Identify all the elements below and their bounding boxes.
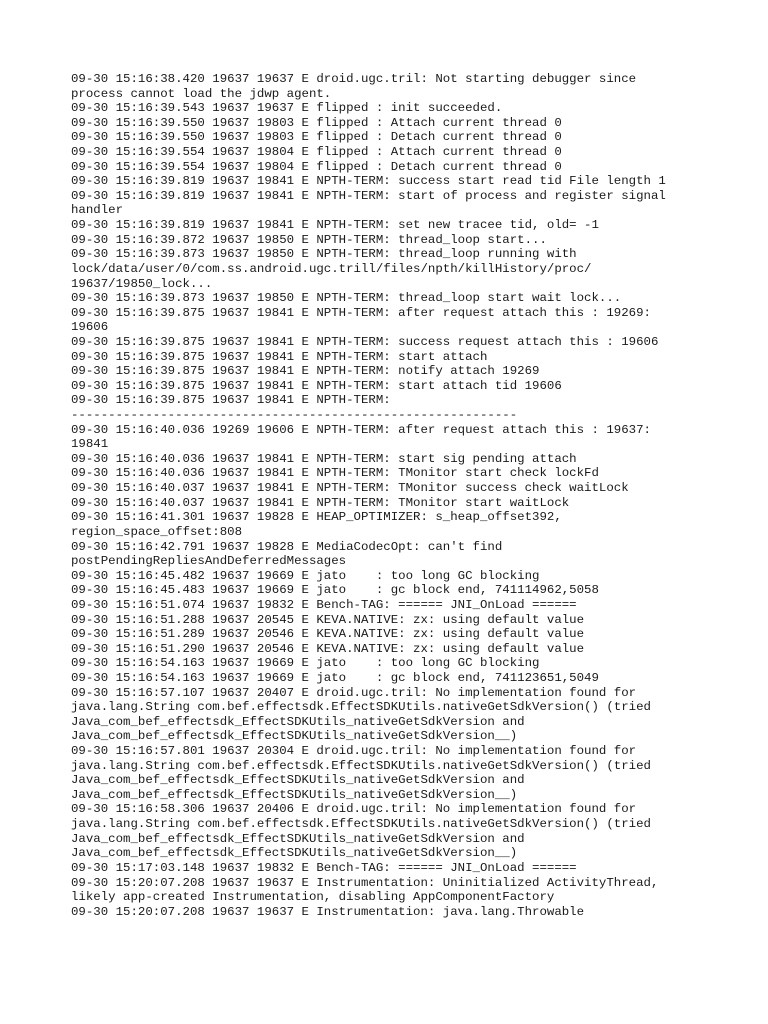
- log-line: Java_com_bef_effectsdk_EffectSDKUtils_nativeGetSdkVersion and: [71, 714, 525, 729]
- log-line: 09-30 15:16:42.791 19637 19828 E MediaCodecOpt: can't find: [71, 539, 503, 554]
- log-line: 09-30 15:16:51.288 19637 20545 E KEVA.NATIVE: zx: using default value: [71, 612, 585, 627]
- log-line: 09-30 15:16:41.301 19637 19828 E HEAP_OPTIMIZER: s_heap_offset392,: [71, 510, 562, 525]
- log-line: 09-30 15:20:07.208 19637 19637 E Instrumentation: java.lang.Throwable: [71, 904, 585, 919]
- log-line: 09-30 15:16:39.875 19637 19841 E NPTH-TERM: after request attach this : 19269:: [71, 305, 651, 320]
- log-line: 09-30 15:16:39.819 19637 19841 E NPTH-TERM: success start read tid File length 1: [71, 174, 666, 189]
- log-line: lock/data/user/0/com.ss.android.ugc.trill/files/npth/killHistory/proc/: [71, 261, 592, 276]
- log-line: 09-30 15:16:39.819 19637 19841 E NPTH-TERM: start of process and register signal: [71, 188, 666, 203]
- log-line: 09-30 15:16:57.801 19637 20304 E droid.ugc.tril: No implementation found for: [71, 744, 637, 759]
- log-line: 09-30 15:16:40.037 19637 19841 E NPTH-TERM: TMonitor success check waitLock: [71, 481, 629, 496]
- log-line: 09-30 15:16:40.036 19637 19841 E NPTH-TERM: TMonitor start check lockFd: [71, 466, 599, 481]
- log-line: process cannot load the jdwp agent.: [71, 86, 332, 101]
- log-line: 09-30 15:16:54.163 19637 19669 E jato : gc block end, 741123651,5049: [71, 670, 599, 685]
- log-line: java.lang.String com.bef.effectsdk.EffectSDKUtils.nativeGetSdkVersion() (tried: [71, 817, 651, 832]
- log-line: region_space_offset:808: [71, 524, 243, 539]
- log-line: 09-30 15:16:51.290 19637 20546 E KEVA.NATIVE: zx: using default value: [71, 641, 585, 656]
- log-line: 09-30 15:16:39.554 19637 19804 E flipped : Attach current thread 0: [71, 145, 562, 160]
- log-line: postPendingRepliesAndDeferredMessages: [71, 554, 347, 569]
- log-line: 09-30 15:16:39.543 19637 19637 E flipped : init succeeded.: [71, 101, 503, 116]
- log-line: 09-30 15:16:39.873 19637 19850 E NPTH-TERM: thread_loop start wait lock...: [71, 291, 622, 306]
- log-line: 09-30 15:16:54.163 19637 19669 E jato : too long GC blocking: [71, 656, 540, 671]
- log-line: 09-30 15:16:39.550 19637 19803 E flipped : Detach current thread 0: [71, 130, 562, 145]
- log-line: 09-30 15:16:40.036 19637 19841 E NPTH-TERM: start sig pending attach: [71, 451, 577, 466]
- log-line: 09-30 15:16:39.873 19637 19850 E NPTH-TERM: thread_loop running with: [71, 247, 577, 262]
- log-line: 09-30 15:16:39.875 19637 19841 E NPTH-TERM:: [71, 393, 391, 408]
- log-line: 09-30 15:16:40.037 19637 19841 E NPTH-TERM: TMonitor start waitLock: [71, 495, 570, 510]
- log-line: Java_com_bef_effectsdk_EffectSDKUtils_nativeGetSdkVersion and: [71, 773, 525, 788]
- log-line: 09-30 15:16:45.482 19637 19669 E jato : too long GC blocking: [71, 568, 540, 583]
- log-line: 19637/19850_lock...: [71, 276, 213, 291]
- log-line: 09-30 15:16:39.819 19637 19841 E NPTH-TERM: set new tracee tid, old= -1: [71, 218, 599, 233]
- log-line: 09-30 15:16:39.875 19637 19841 E NPTH-TERM: start attach tid 19606: [71, 378, 562, 393]
- log-text-block: [71, 72, 711, 919]
- log-line: java.lang.String com.bef.effectsdk.EffectSDKUtils.nativeGetSdkVersion() (tried: [71, 758, 651, 773]
- log-line: 19841: [71, 437, 109, 452]
- log-line: 09-30 15:20:07.208 19637 19637 E Instrumentation: Uninitialized ActivityThread,: [71, 875, 659, 890]
- log-line: handler: [71, 203, 124, 218]
- log-line: 09-30 15:16:51.074 19637 19832 E Bench-TAG: ====== JNI_OnLoad ======: [71, 597, 577, 612]
- log-line: 09-30 15:16:39.875 19637 19841 E NPTH-TERM: start attach: [71, 349, 488, 364]
- log-line: Java_com_bef_effectsdk_EffectSDKUtils_nativeGetSdkVersion__): [71, 846, 518, 861]
- log-line: 09-30 15:16:38.420 19637 19637 E droid.ugc.tril: Not starting debugger since: [71, 72, 637, 86]
- log-line: 09-30 15:16:57.107 19637 20407 E droid.ugc.tril: No implementation found for: [71, 685, 637, 700]
- log-line: 09-30 15:16:39.875 19637 19841 E NPTH-TERM: notify attach 19269: [71, 364, 540, 379]
- log-line: 09-30 15:16:39.875 19637 19841 E NPTH-TERM: success request attach this : 19606: [71, 334, 659, 349]
- log-line: Java_com_bef_effectsdk_EffectSDKUtils_nativeGetSdkVersion__): [71, 787, 518, 802]
- log-line: 09-30 15:17:03.148 19637 19832 E Bench-TAG: ====== JNI_OnLoad ======: [71, 860, 577, 875]
- log-line: likely app-created Instrumentation, disabling AppComponentFactory: [71, 890, 555, 905]
- log-line: 09-30 15:16:51.289 19637 20546 E KEVA.NATIVE: zx: using default value: [71, 627, 585, 642]
- log-line: 09-30 15:16:39.554 19637 19804 E flipped : Detach current thread 0: [71, 159, 562, 174]
- log-line: 09-30 15:16:39.550 19637 19803 E flipped : Attach current thread 0: [71, 115, 562, 130]
- log-line: java.lang.String com.bef.effectsdk.EffectSDKUtils.nativeGetSdkVersion() (tried: [71, 700, 651, 715]
- log-line: 09-30 15:16:40.036 19269 19606 E NPTH-TERM: after request attach this : 19637:: [71, 422, 651, 437]
- log-line: Java_com_bef_effectsdk_EffectSDKUtils_nativeGetSdkVersion and: [71, 831, 525, 846]
- log-line: 09-30 15:16:45.483 19637 19669 E jato : gc block end, 741114962,5058: [71, 583, 599, 598]
- log-line: 09-30 15:16:58.306 19637 20406 E droid.ugc.tril: No implementation found for: [71, 802, 637, 817]
- log-line: 19606: [71, 320, 109, 335]
- log-line: Java_com_bef_effectsdk_EffectSDKUtils_nativeGetSdkVersion__): [71, 729, 518, 744]
- log-line: ------------------------------------------------------------: [71, 408, 518, 423]
- log-line: 09-30 15:16:39.872 19637 19850 E NPTH-TERM: thread_loop start...: [71, 232, 547, 247]
